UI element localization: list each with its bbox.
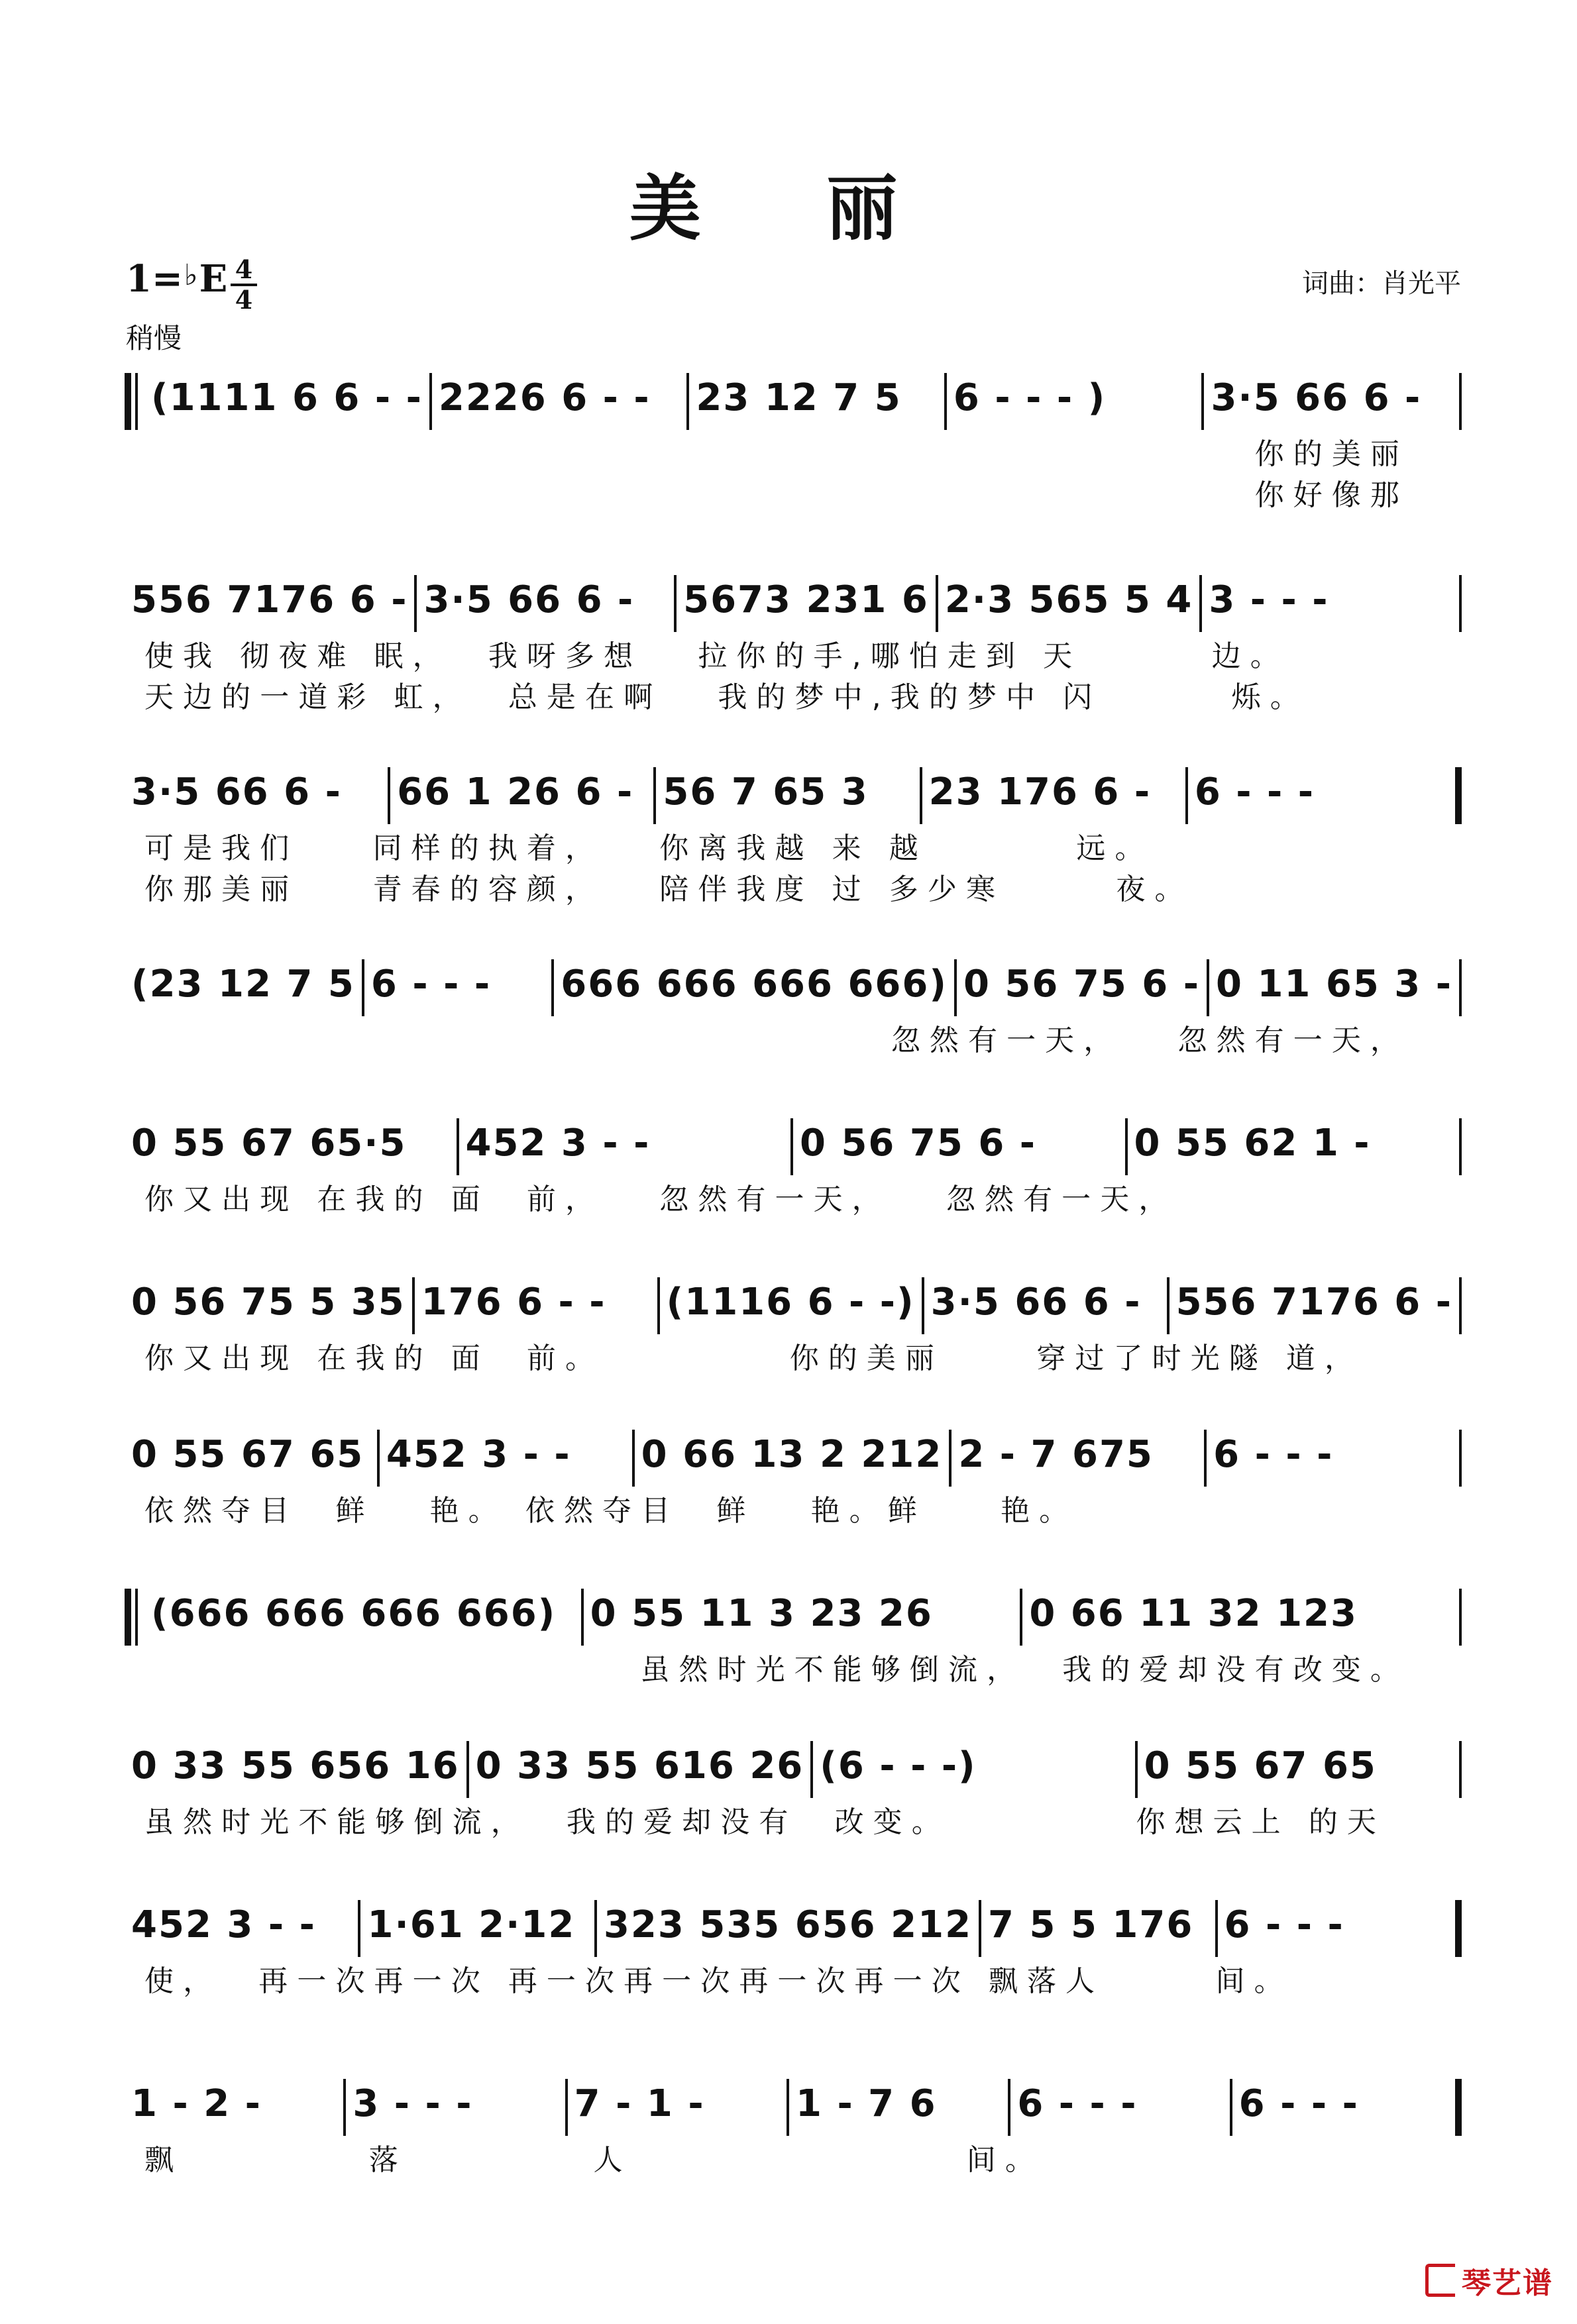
measure: [125, 1895, 358, 1961]
measure: [568, 2074, 787, 2140]
measure: [597, 1895, 979, 1961]
measure: [1209, 954, 1459, 1020]
measure-notes: 1 - 2 -: [131, 2082, 262, 2125]
measure: [1138, 1736, 1459, 1802]
logo-text: 琴艺谱: [1462, 2266, 1553, 2300]
measure: [1188, 762, 1451, 828]
measure-notes: 6 - - -: [1238, 2082, 1359, 2125]
measure: [793, 1113, 1125, 1179]
lyric-line: 使我 彻夜难 眠， 我呀多想 拉你的手,哪怕走到 天 边。: [144, 639, 1289, 673]
lyric-line: 可是我们 同样的执着， 你离我越 来 越 远。: [144, 831, 1154, 865]
measure: [469, 1736, 811, 1802]
lyric-line: 使， 再一次再一次 再一次再一次再一次再一次 飘落人 间。: [144, 1964, 1293, 1998]
measure-notes: 7 - 1 -: [574, 2082, 705, 2125]
measure: [952, 1424, 1204, 1491]
measure: [390, 762, 653, 828]
repeat-start-barline: [125, 373, 144, 430]
measure: [125, 1113, 457, 1179]
notation-line: [125, 570, 1462, 636]
measure-notes: (666 666 666 666): [151, 1592, 557, 1635]
measure-notes: 452 3 - -: [386, 1433, 571, 1476]
measure: [364, 954, 551, 1020]
notation-line: [125, 1272, 1462, 1338]
lyric-line: 你又出现 在我的 面 前。 你的美丽 穿过了时光隧 道，: [144, 1342, 1364, 1375]
measure-notes: 0 33 55 656 16: [131, 1744, 460, 1787]
notation-line: [125, 1424, 1462, 1491]
measure-notes: 323 535 656 212: [603, 1903, 973, 1946]
measure: [125, 954, 362, 1020]
notation-line: [125, 762, 1462, 828]
score-system: [125, 570, 1462, 718]
page-title: 美 丽: [629, 167, 948, 250]
measure-notes: 556 7176 6 -: [131, 578, 408, 621]
measure-notes: 56 7 65 3: [663, 770, 869, 814]
measure-notes: 6 - - -: [1224, 1903, 1344, 1946]
notation-line: [125, 954, 1462, 1020]
measure-notes: 452 3 - -: [465, 1122, 651, 1165]
time-signature: [231, 254, 257, 315]
score-system: [125, 1424, 1462, 1532]
score-system: [125, 2074, 1462, 2181]
measure: [938, 570, 1200, 636]
measure-notes: 6 - - -: [370, 963, 492, 1006]
logo-icon: [1425, 2264, 1455, 2297]
measure-notes: 6 - - - ): [953, 376, 1107, 419]
measure-notes: 452 3 - -: [131, 1903, 316, 1946]
final-barline: [1455, 2079, 1462, 2136]
final-barline: [1455, 767, 1462, 824]
measure: [125, 1424, 377, 1491]
repeat-start-barline: [125, 1589, 144, 1646]
measure: [415, 1272, 657, 1338]
lyric-line: 你又出现 在我的 面 前， 忽然有一天， 忽然有一天，: [144, 1183, 1177, 1216]
measure-notes: 0 56 75 6 -: [963, 963, 1200, 1006]
measure: [1204, 368, 1459, 434]
score-system: [125, 762, 1462, 910]
measure-notes: 6 - - -: [1213, 1433, 1334, 1476]
measure: [125, 1736, 466, 1802]
measure: [922, 762, 1185, 828]
notation-line: [125, 1736, 1462, 1802]
measure: [417, 570, 674, 636]
measure: [459, 1113, 791, 1179]
measure: [554, 954, 954, 1020]
measure-notes: 2·3 565 5 4: [944, 578, 1193, 621]
measure: [789, 2074, 1008, 2140]
measure-notes: 3 - - -: [1209, 578, 1329, 621]
flat-icon: ♭: [184, 258, 198, 292]
measure: [957, 954, 1207, 1020]
measure: [656, 762, 919, 828]
score-system: [125, 1272, 1462, 1379]
barline: [1459, 1118, 1462, 1175]
measure-notes: 3 - - -: [353, 2082, 473, 2125]
barline: [1459, 575, 1462, 632]
measure-notes: 66 1 26 6 -: [397, 770, 634, 814]
measure: [1202, 570, 1459, 636]
lyric-line: 忽然有一天， 忽然有一天，: [891, 1024, 1409, 1057]
measure: [813, 1736, 1134, 1802]
measure-notes: 0 11 65 3 -: [1215, 963, 1452, 1006]
measure: [1128, 1113, 1460, 1179]
measure-notes: 0 55 11 3 23 26: [590, 1592, 933, 1635]
score-system: [125, 1736, 1462, 1843]
measure: [1169, 1272, 1459, 1338]
notation-line: [125, 368, 1462, 434]
measure: [380, 1424, 632, 1491]
measure-notes: 0 55 67 65: [131, 1433, 364, 1476]
barline: [1459, 1430, 1462, 1487]
measure: [125, 570, 414, 636]
time-signature-bottom: 4: [235, 285, 253, 315]
lyric-line: 依然夺目 鲜 艳。 依然夺目 鲜 艳。鲜 艳。: [144, 1494, 1078, 1528]
measure-notes: 5673 231 6: [683, 578, 929, 621]
measure-notes: 0 66 13 2 212: [641, 1433, 943, 1476]
measure-notes: 0 66 11 32 123: [1029, 1592, 1358, 1635]
tempo-marking: 稍慢: [126, 322, 182, 354]
lyric-line: 虽然时光不能够倒流， 我的爱却没有 改变。 你想云上 的天: [144, 1805, 1386, 1839]
measure-notes: 0 56 75 6 -: [800, 1122, 1037, 1165]
measure-notes: 2 - 7 675: [958, 1433, 1154, 1476]
lyric-line: 飘 落 人 间。: [144, 2143, 1044, 2177]
lyric-line: 天边的一道彩 虹， 总是在啊 我的梦中,我的梦中 闪 烁。: [144, 680, 1309, 714]
measure-notes: 2226 6 - -: [438, 376, 651, 419]
measure-notes: (1116 6 - -): [666, 1281, 915, 1324]
measure: [635, 1424, 950, 1491]
measure-notes: 0 33 55 616 26: [475, 1744, 804, 1787]
measure-notes: (23 12 7 5: [131, 963, 355, 1006]
barline: [1459, 1589, 1462, 1646]
measure-notes: 3·5 66 6 -: [1211, 376, 1422, 419]
measure-notes: 176 6 - -: [421, 1281, 606, 1324]
measure-notes: 0 55 67 65: [1144, 1744, 1377, 1787]
score-system: [125, 1895, 1462, 2002]
measure-notes: 1 - 7 6: [795, 2082, 937, 2125]
logo: [1425, 2259, 1553, 2301]
measure-notes: 0 56 75 5 35: [131, 1281, 406, 1324]
measure-notes: 3·5 66 6 -: [930, 1281, 1142, 1324]
measure: [660, 1272, 922, 1338]
lyric-line: 你那美丽 青春的容颜， 陪伴我度 过 多少寒 夜。: [144, 872, 1193, 906]
notation-line: [125, 1113, 1462, 1179]
measure: [981, 1895, 1215, 1961]
barline: [1459, 1741, 1462, 1798]
final-barline: [1455, 1900, 1462, 1957]
barline: [1459, 959, 1462, 1016]
measure: [125, 1272, 412, 1338]
notation-line: [125, 1895, 1462, 1961]
notation-line: [125, 1583, 1462, 1650]
measure-notes: (6 - - -): [820, 1744, 977, 1787]
barline: [1459, 373, 1462, 430]
measure-notes: 0 55 67 65·5: [131, 1122, 407, 1165]
measure: [1207, 1424, 1459, 1491]
measure: [677, 570, 936, 636]
barline: [1459, 1277, 1462, 1334]
score-system: [125, 1583, 1462, 1691]
time-signature-top: 4: [235, 254, 253, 284]
measure-notes: 556 7176 6 -: [1175, 1281, 1453, 1324]
measure: [144, 368, 429, 434]
measure: [125, 2074, 343, 2140]
measure: [1218, 1895, 1451, 1961]
measure: [584, 1583, 1020, 1650]
measure: [1010, 2074, 1229, 2140]
measure-notes: 23 12 7 5: [696, 376, 902, 419]
measure-notes: 6 - - -: [1194, 770, 1315, 814]
measure: [360, 1895, 594, 1961]
score-system: [125, 368, 1462, 516]
measure: [346, 2074, 565, 2140]
measure-notes: 3·5 66 6 -: [131, 770, 342, 814]
score-system: [125, 1113, 1462, 1220]
measure: [924, 1272, 1167, 1338]
measure-notes: 3·5 66 6 -: [423, 578, 635, 621]
lyric-line: 虽然时光不能够倒流， 我的爱却没有改变。: [640, 1653, 1409, 1687]
lyric-line: 你好像那: [1254, 478, 1409, 512]
credit: 词曲：肖光平: [1302, 268, 1461, 299]
measure: [432, 368, 687, 434]
measure-notes: 666 666 666 666): [561, 963, 948, 1006]
measure-notes: 0 55 62 1 -: [1134, 1122, 1371, 1165]
measure-notes: 7 5 5 176: [988, 1903, 1194, 1946]
measure-notes: (1111 6 6 - -: [151, 376, 423, 419]
score-system: [125, 954, 1462, 1061]
key-prefix: 1=: [126, 257, 183, 301]
measure: [1022, 1583, 1459, 1650]
measure: [125, 762, 388, 828]
key-note: E: [199, 257, 228, 301]
measure-notes: 1·61 2·12: [367, 1903, 576, 1946]
measure: [689, 368, 944, 434]
measure-notes: 6 - - -: [1017, 2082, 1138, 2125]
measure: [144, 1583, 581, 1650]
measure: [1232, 2074, 1451, 2140]
measure-notes: 23 176 6 -: [928, 770, 1152, 814]
key-signature: [126, 257, 227, 301]
lyric-line: 你的美丽: [1254, 437, 1409, 471]
measure: [947, 368, 1202, 434]
notation-line: [125, 2074, 1462, 2140]
